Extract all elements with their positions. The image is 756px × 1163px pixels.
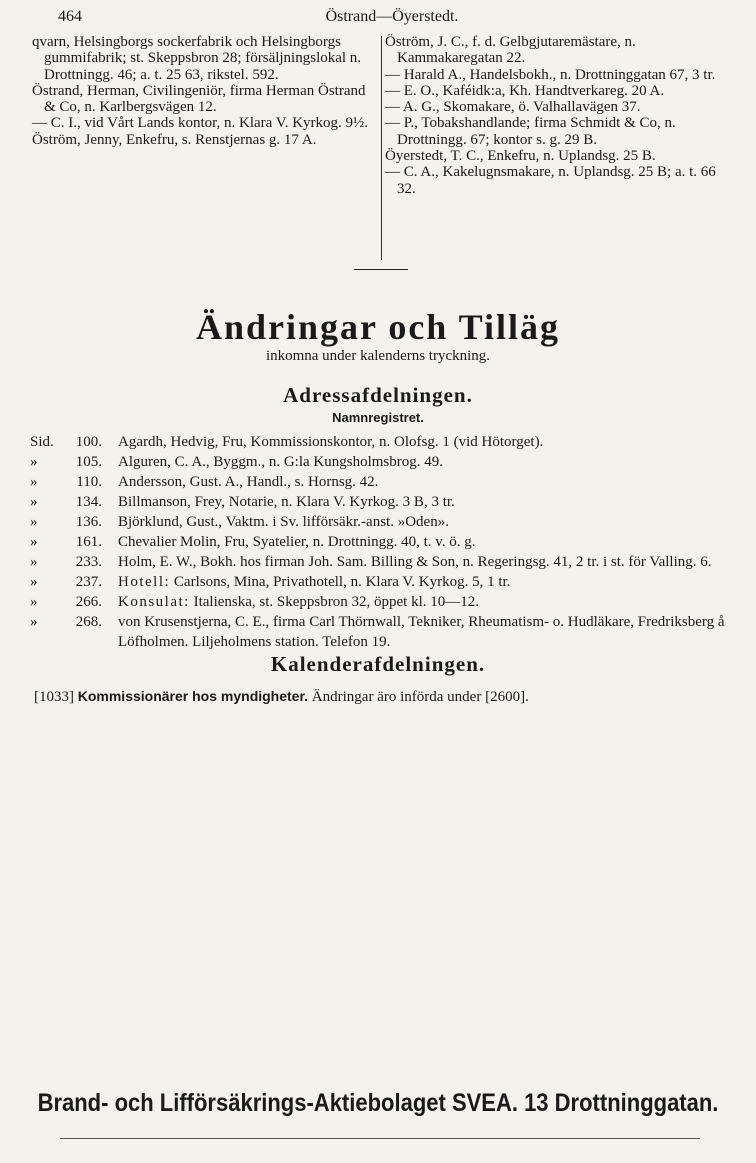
page-subtitle: inkomna under kalenderns tryckning. <box>265 348 491 364</box>
page-ref-number: 237. <box>75 574 102 590</box>
calendar-ref-start: [1033] <box>34 689 74 705</box>
list-item-text: Björklund, Gust., Vaktm. i Sv. lifförsäkr.-anst. »Oden». <box>118 514 449 530</box>
list-item-text: Italienska, st. Skeppsbron 32, öppet kl. 10—12. <box>193 594 479 610</box>
directory-entry: — C. I., vid Vårt Lands kontor, n. Klara V. Kyrkog. 9½. <box>32 115 369 132</box>
list-item <box>30 432 730 452</box>
page-ref-prefix: » <box>30 574 38 590</box>
page-ref-prefix: » <box>30 594 38 610</box>
list-item <box>30 572 730 592</box>
address-section-heading: Adressafdelningen. <box>283 383 473 407</box>
advertisement-underline <box>60 1138 700 1139</box>
list-item-text: Billmanson, Frey, Notarie, n. Klara V. Kyrkog. 3 B, 3 tr. <box>118 494 455 510</box>
directory-entry: Östrand, Herman, Civilingeniör, firma Herman Östrand & Co, n. Karlbergsvägen 12. <box>32 82 366 116</box>
list-item <box>30 532 730 552</box>
page-ref-number: 268. <box>75 614 102 630</box>
changes-list <box>30 432 730 652</box>
page-ref-prefix: » <box>30 454 38 470</box>
page-ref-number: 100. <box>75 434 102 450</box>
list-item <box>30 492 730 512</box>
page-title: Ändringar och Tilläg <box>195 307 561 347</box>
list-item-text: Carlsons, Mina, Privathotell, n. Klara V. Kyrkog. 5, 1 tr. <box>173 574 511 590</box>
page-ref-prefix: » <box>30 494 38 510</box>
advertisement-banner: Brand- och Lifförsäkrings-Aktiebolaget SVEA. 13 Drottninggatan. <box>37 1088 719 1117</box>
page-ref-number: 110. <box>76 474 102 490</box>
page-ref-number: 161. <box>75 534 102 550</box>
page-ref-number: 105. <box>75 454 102 470</box>
calendar-section-heading: Kalenderafdelningen. <box>270 652 486 676</box>
page-number: 464 <box>58 8 82 25</box>
section-divider <box>354 269 408 270</box>
page-ref-prefix: » <box>30 534 38 550</box>
address-section-subheading: Namnregistret. <box>332 410 424 425</box>
page-ref-prefix: Sid. <box>30 434 54 450</box>
list-item <box>30 612 730 652</box>
list-item <box>30 472 730 492</box>
page-ref-prefix: » <box>30 554 38 570</box>
calendar-label: Kommissionärer hos myndigheter. <box>77 688 309 704</box>
right-column <box>385 34 732 197</box>
list-item-text: Agardh, Hedvig, Fru, Kommissionskontor, n. Olofsg. 1 (vid Hötorget). <box>118 434 544 450</box>
calendar-ref-end: [2600]. <box>485 689 529 705</box>
list-item-text: von Krusenstjerna, C. E., firma Carl Thörnwall, Tekniker, Rheumatism- o. Hudläkare, Fredriksberg å Löfholmen. Liljeholmens station. Telefon 19. <box>118 614 725 650</box>
list-item <box>30 512 730 532</box>
directory-entry: Öström, Jenny, Enkefru, s. Renstjernas g. 17 A. <box>32 131 317 148</box>
category-label: Hotell: <box>118 574 171 590</box>
directory-columns <box>32 34 732 266</box>
left-column <box>32 34 378 148</box>
directory-entry: qvarn, Helsingborgs sockerfabrik och Helsingborgs gummifabrik; st. Skeppsbron 28; försäljningslokal n. Drottningg. 46; a. t. 25 63, rikstel. 592. <box>32 34 362 83</box>
running-head: Östrand—Öyerstedt. <box>325 8 459 25</box>
page-header <box>58 8 726 32</box>
directory-entry: — E. O., Kaféidk:a, Kh. Handtverkareg. 20 A. <box>385 82 665 99</box>
calendar-note <box>34 688 734 706</box>
directory-entry: — C. A., Kakelugnsmakare, n. Uplandsg. 25 B; a. t. 66 32. <box>385 164 716 197</box>
calendar-note-text: Ändringar äro införda under <box>311 689 482 705</box>
category-label: Konsulat: <box>118 594 190 610</box>
page-ref-number: 233. <box>75 554 102 570</box>
page-ref-prefix: » <box>30 514 38 530</box>
directory-entry: Öström, J. C., f. d. Gelbgjutaremästare, n. Kammakaregatan 22. <box>385 34 636 67</box>
page-ref-number: 266. <box>75 594 102 610</box>
directory-entry: — Harald A., Handelsbokh., n. Drottninggatan 67, 3 tr. <box>385 66 716 83</box>
page-ref-prefix: » <box>30 614 38 630</box>
page-ref-prefix: » <box>30 474 38 490</box>
list-item-text: Andersson, Gust. A., Handl., s. Hornsg. 42. <box>118 474 379 490</box>
list-item-text: Alguren, C. A., Byggm., n. G:la Kungsholmsbrog. 49. <box>118 454 443 470</box>
directory-entry: Öyerstedt, T. C., Enkefru, n. Uplandsg. 25 B. <box>385 148 656 165</box>
list-item <box>30 452 730 472</box>
page-ref-number: 136. <box>75 514 102 530</box>
list-item-text: Chevalier Molin, Fru, Syatelier, n. Drottningg. 40, t. v. ö. g. <box>118 534 476 550</box>
column-rule <box>381 36 382 260</box>
directory-entry: — P., Tobakshandlande; firma Schmidt & Co, n. Drottningg. 67; kontor s. g. 29 B. <box>385 115 676 148</box>
page-ref-number: 134. <box>75 494 102 510</box>
directory-entry: — A. G., Skomakare, ö. Valhallavägen 37. <box>385 99 641 116</box>
list-item <box>30 552 730 572</box>
list-item-text: Holm, E. W., Bokh. hos firman Joh. Sam. Billing & Son, n. Regeringsg. 41, 2 tr. i st. för Valling. 6. <box>118 554 712 570</box>
list-item <box>30 592 730 612</box>
